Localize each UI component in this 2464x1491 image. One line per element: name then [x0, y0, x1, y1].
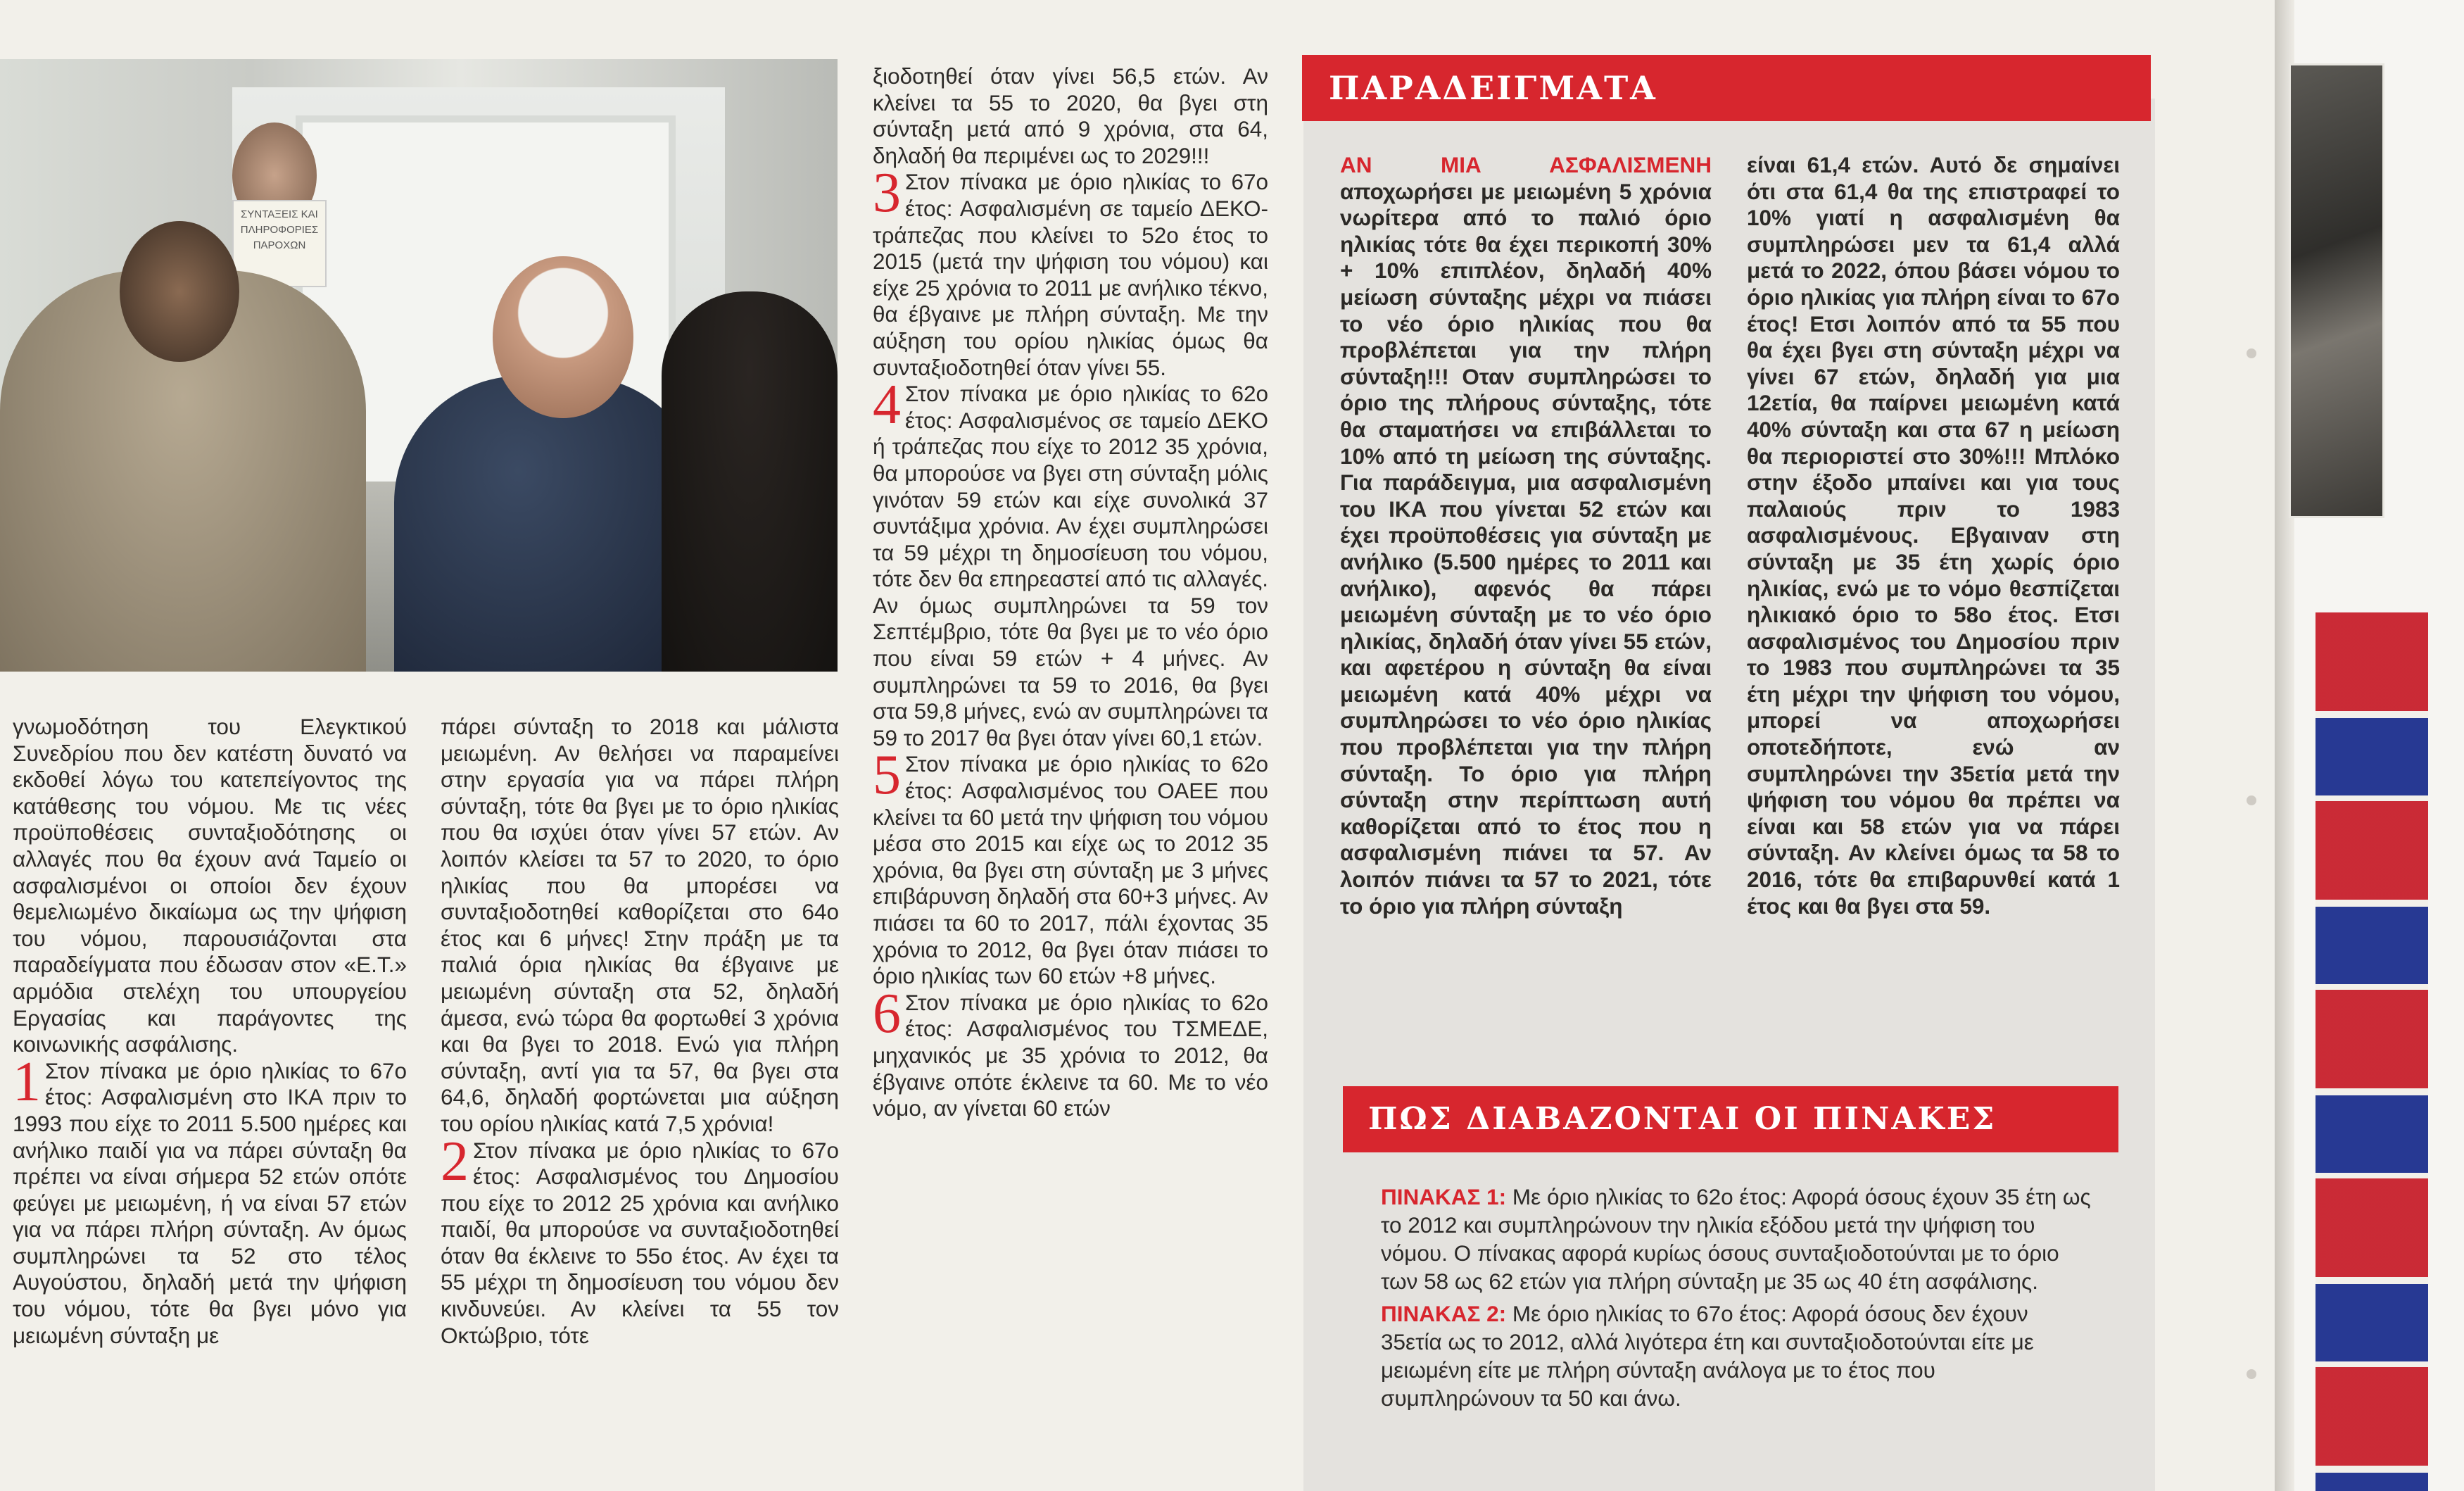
binding-hole [2247, 795, 2256, 805]
col3-example-3-text: Στον πίνακα με όριο ηλικίας το 67ο έτος: Ασφαλισμένη σε ταμείο ΔΕΚΟ-τράπεζας που κλείνει το 52ο έτος το 2015 (μετά την ψήφιση του νόμου) και είχε 25 χρόνια το 2011 με ανήλικο τέκνο, θα έβγαινε με πλήρη σύνταξη. Με την αύξηση του ορίου ηλικίας όμως θα συνταξιοδοτηθεί όταν γίνει 55. [873, 169, 1268, 380]
drop-number-2: 2 [441, 1130, 469, 1193]
tables-explanation [1381, 1183, 2092, 1412]
examples-heading: ΠΑΡΑΔΕΙΓΜΑΤΑ [1302, 55, 2151, 121]
example-right-column [1747, 152, 2120, 919]
example-left-text: αποχωρήσει με μειωμένη 5 χρόνια νωρίτερα από το παλιό όριο ηλικίας τότε θα έχει περικοπή 30% + 10% επιπλέον, δηλαδή 40% μείωση σύνταξης μέχρι να πιάσει το νέο όριο ηλικίας που θα προβλέπεται για την πλήρη σύνταξη!!! Οταν συμπληρώσει το όριο της πλήρους σύνταξης, τότε θα σταματήσει να επιβάλλεται το 10% από τη μείωση της σύνταξης. Για παράδειγμα, μια ασφαλισμένη του ΙΚΑ που γίνεται 52 ετών και έχει προϋποθέσεις για σύνταξη με ανήλικο (5.500 ημέρες το 2011 και ανήλικο), αφενός θα πάρει μειωμένη σύνταξη με το νέο όριο ηλικίας, δηλαδή όταν γίνει 55 ετών, και αφετέρου η σύνταξη θα είναι μειωμένη κατά 40% μέχρι να συμπληρώσει το νέο όριο ηλικίας που προβλέπεται για την πλήρη σύνταξη. Το όριο για πλήρη σύνταξη στην περίπτωση αυτή καθορίζεται από το έτος που η ασφαλισμένη πιάνει τα 57. Αν λοιπόν πιάνει τα 57 το 2021, τότε το όριο για πλήρη σύνταξη [1340, 178, 1712, 919]
drop-number-6: 6 [873, 982, 901, 1045]
table-2-explanation [1381, 1300, 2092, 1412]
photo-woman-right [662, 291, 838, 672]
table-1-label: ΠΙΝΑΚΑΣ 1: [1381, 1184, 1507, 1209]
col1-paragraph: γνωμοδότηση του Ελεγκτικού Συνεδρίου που δεν κατέστη δυνατό να εκδοθεί λόγω του κατεπείγοντος της κατάθεσης του νόμου. Με τις νέες προϋποθέσεις συνταξιοδότησης οι αλλαγές που θα έχουν ανά Ταμείο οι ασφαλισμένοι οι οποίοι δεν έχουν θεμελιωμένο δικαίωμα ως την ψήφιση του νόμου, παρουσιάζονται στα παραδείγματα που έδωσαν στον «Ε.Τ.» αρμόδια στελέχη του υπουργείου Εργασίας και παράγοντες της κοινωνικής ασφάλισης. [13, 714, 407, 1057]
how-to-read-heading: ΠΩΣ ΔΙΑΒΑΖΟΝΤΑΙ ΟΙ ΠΙΝΑΚΕΣ [1343, 1086, 2118, 1152]
example-lead: ΑΝ ΜΙΑ ΑΣΦΑΛΙΣΜΕΝΗ [1340, 152, 1712, 177]
table-1-text: Με όριο ηλικίας το 62ο έτος: Αφορά όσους έχουν 35 έτη ως το 2012 και συμπληρώνουν την ηλικία εξόδου μετά την ψήφιση του νόμου. Ο πίνακας αφορά κυρίως όσους συνταξιοδοτούνται με το όριο των 58 ως 62 ετών για πλήρη σύνταξη με 35 ως 40 έτη ασφάλισης. [1381, 1184, 2091, 1294]
adjacent-page-graphic [2315, 612, 2428, 1491]
drop-number-4: 4 [873, 374, 901, 436]
col3-example-3 [873, 162, 1268, 381]
binding-hole [2247, 348, 2256, 358]
col2-example-2-text: Στον πίνακα με όριο ηλικίας το 67ο έτος: Ασφαλισμένος του Δημοσίου που είχε το 2012 25 χρόνια και ανήλικο παιδί, θα μπορούσε να συνταξιοδοτηθεί όταν θα έκλεινε το 55ο έτος. Αν έχει τα 55 μέχρι τη δημοσίευση του νόμου δεν κινδυνεύει. Αν κλείνει τα 55 τον Οκτώβριο, τότε [441, 1137, 839, 1348]
column-3 [873, 63, 1268, 1122]
drop-number-1: 1 [13, 1050, 41, 1113]
binding-hole [2247, 1369, 2256, 1379]
article-photo [0, 59, 838, 672]
column-1 [13, 714, 407, 1349]
photo-man-left-head [120, 221, 239, 362]
example-left-paragraph [1340, 152, 1712, 919]
drop-number-3: 3 [873, 162, 901, 225]
column-2 [441, 714, 839, 1349]
col1-example-1 [13, 1050, 407, 1350]
example-left-column [1340, 152, 1712, 919]
adjacent-page-photo [2289, 63, 2384, 518]
drop-number-5: 5 [873, 744, 901, 807]
table-2-label: ΠΙΝΑΚΑΣ 2: [1381, 1301, 1507, 1326]
col3-example-6-text: Στον πίνακα με όριο ηλικίας το 62ο έτος: Ασφαλισμένος του ΤΣΜΕΔΕ, μηχανικός με 35 χρόνια το 2012, θα έβγαινε οπότε έκλεινε τα 60. Με το νέο νόμο, αν γίνεται 60 ετών [873, 989, 1268, 1121]
col3-example-5-text: Στον πίνακα με όριο ηλικίας το 62ο έτος: Ασφαλισμένος του ΟΑΕΕ που κλείνει τα 60 μετά την ψήφιση του νόμου μέσα στο 2015 και είχε ως το 2012 35 χρόνια, θα βγει στη σύνταξη με 3 μήνες επιβάρυνση δηλαδή στα 60+3 μήνες. Αν πιάσει τα 60 το 2017, πάλι έχοντας 35 χρόνια το 2012, θα βγει όταν πιάσει το όριο ηλικίας των 60 ετών +8 μήνες. [873, 751, 1268, 989]
col3-example-4 [873, 374, 1268, 751]
col1-example-1-text: Στον πίνακα με όριο ηλικίας το 67ο έτος: Ασφαλισμένη στο ΙΚΑ πριν το 1993 που είχε το 2011 5.500 ημέρες και ανήλικο παιδί για να πάρει σύνταξη θα πρέπει να είναι σήμερα 52 ετών οπότε φεύγει με μειωμένη, ή να είναι 57 ετών για να πάρει πλήρη σύνταξη. Αν όμως συμπληρώνει τα 52 στο τέλος Αυγούστου, δηλαδή μετά την ψήφιση του νόμου, τότε θα βγει μόνο για μειωμένη σύνταξη με [13, 1057, 407, 1348]
photo-man-center [394, 376, 704, 672]
photo-sign-text: ΣΥΝΤΑΞΕΙΣ ΚΑΙ ΠΛΗΡΟΦΟΡΙΕΣ ΠΑΡΟΧΩΝ [240, 208, 319, 251]
table-1-explanation [1381, 1183, 2092, 1295]
col3-paragraph: ξιοδοτηθεί όταν γίνει 56,5 ετών. Αν κλείνει τα 55 το 2020, θα βγει στη σύνταξη μετά από 9 χρόνια, στα 64, δηλαδή θα περιμένει ως το 2029!!! [873, 63, 1268, 168]
col3-example-5 [873, 744, 1268, 989]
example-right-text: είναι 61,4 ετών. Αυτό δε σημαίνει ότι στα 61,4 θα της επιστραφεί το 10% γιατί η ασφαλισμένη θα συμπληρώσει μεν τα 61,4 αλλά μετά το 2022, όπου βάσει νόμου το όριο ηλικίας για πλήρη είναι το 67ο έτος! Ετσι λοιπόν από τα 55 που θα έχει βγει στη σύνταξη μέχρι να γίνει 67 ετών, δηλαδή για μια 12ετία, θα παίρνει μειωμένη κατά 40% σύνταξη και στα 67 η μείωση θα περιοριστεί στο 30%!!! Μπλόκο στην έξοδο μπαίνει και για τους παλαιούς πριν το 1983 ασφαλισμένους. Εβγαιναν στη σύνταξη με 35 έτη χωρίς όριο ηλικίας, ενώ με το νόμο θεσπίζεται ηλικιακό όριο το 58ο έτος. Ετσι ασφαλισμένος του Δημοσίου πριν το 1983 που συμπληρώνει τα 35 έτη μέχρι την ψήφιση του νόμου, μπορεί να αποχωρήσει οποτεδήποτε, ενώ αν συμπληρώνει την 35ετία μετά την ψήφιση του νόμου θα πρέπει να είναι και 58 ετών για να πάρει σύνταξη. Αν κλείνει όμως τα 58 το 2016, τότε θα επιβαρυνθεί κατά 1 έτος και θα βγει στα 59. [1747, 152, 2120, 919]
photo-man-center-head [493, 256, 633, 418]
col2-example-2 [441, 1130, 839, 1350]
col3-example-4-text: Στον πίνακα με όριο ηλικίας το 62ο έτος: Ασφαλισμένος σε ταμείο ΔΕΚΟ ή τράπεζας που είχε το 2012 35 χρόνια, θα μπορούσε να βγει στη σύνταξη μόλις γινόταν 59 ετών και είχε συνολικά 37 συντάξιμα χρόνια. Αν έχει συμπληρώσει τα 59 μέχρι τη δημοσίευση του νόμου, τότε δεν θα επηρεαστεί από τις αλλαγές. Αν όμως συμπληρώνει τα 59 τον Σεπτέμβριο, τότε θα βγει με το νέο όριο που είναι 59 ετών + 4 μήνες. Αν συμπληρώνει τα 59 το 2016, θα βγει στα 59,8 μήνες, ενώ αν συμπληρώνει τα 59 το 2017 θα βγει όταν γίνει 60,1 ετών. [873, 381, 1268, 750]
col2-paragraph: πάρει σύνταξη το 2018 και μάλιστα μειωμένη. Αν θελήσει να παραμείνει στην εργασία για να πάρει πλήρη σύνταξη, τότε θα βγει με το όριο ηλικίας που θα ισχύει όταν γίνει 57 ετών. Αν λοιπόν κλείσει τα 57 το 2020, το όριο ηλικίας που θα μπορέσει να συνταξιοδοτηθεί καθορίζεται στο 64ο έτος και 6 μήνες! Στην πράξη με τα παλιά όρια ηλικίας θα έβγαινε με μειωμένη σύνταξη στα 52, δηλαδή άμεσα, ενώ τώρα θα φορτωθεί 3 χρόνια και θα βγει το 2018. Ενώ για πλήρη σύνταξη, αντί για τα 57, θα βγει στα 64,6, δηλαδή φορτώνεται μια αύξηση του ορίου ηλικίας κατά 7,5 χρόνια! [441, 714, 839, 1136]
table-2-text: Με όριο ηλικίας το 67ο έτος: Αφορά όσους δεν έχουν 35ετία ως το 2012, αλλά λιγότερα έτη και συνταξιοδοτούνται είτε με μειωμένη είτε με πλήρη σύνταξη ανάλογα με το έτος που συμπληρώνουν τα 50 και άνω. [1381, 1301, 2034, 1411]
col3-example-6 [873, 982, 1268, 1122]
